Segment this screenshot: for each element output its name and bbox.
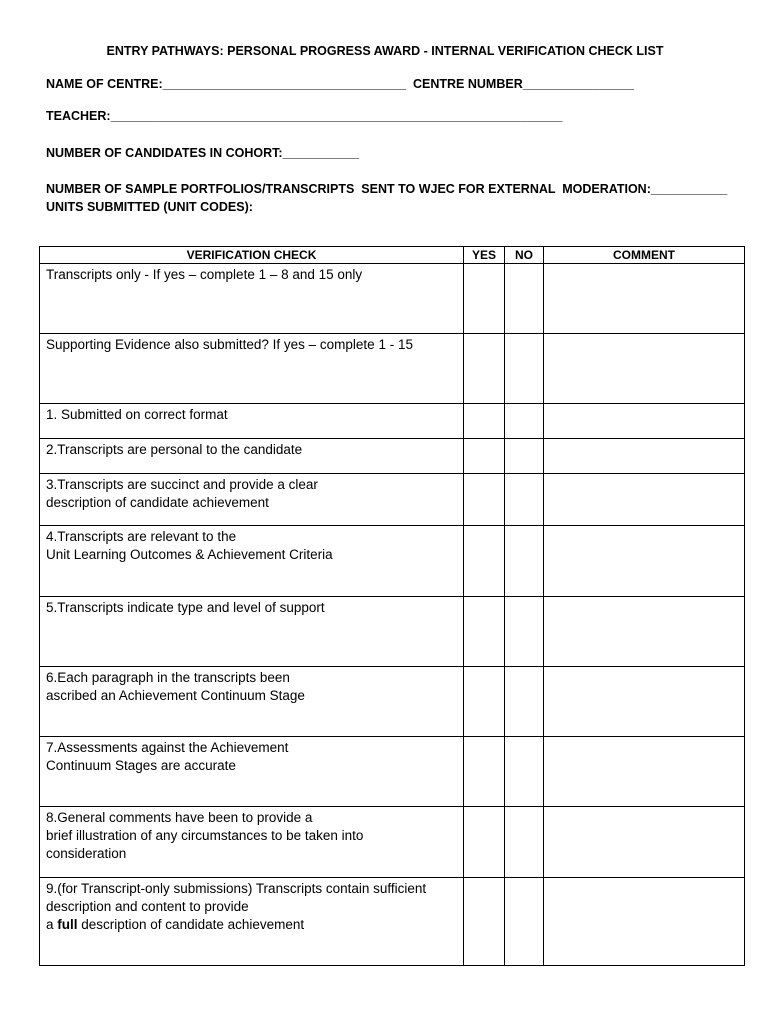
check-label: Transcripts only - If yes – complete 1 – 8 and 15 only [40, 264, 464, 334]
header-yes: YES [464, 247, 505, 264]
table-row [40, 404, 745, 439]
comment-cell[interactable] [544, 439, 745, 474]
yes-cell[interactable] [464, 597, 505, 667]
no-cell[interactable] [505, 526, 544, 597]
number-of-sample-portfolios-field[interactable]: NUMBER OF SAMPLE PORTFOLIOS/TRANSCRIPTS SENT TO WJEC FOR EXTERNAL MODERATION:___________ [46, 182, 728, 196]
header-verification-check: VERIFICATION CHECK [40, 247, 464, 264]
check-label: 2.Transcripts are personal to the candidate [40, 439, 464, 474]
yes-cell[interactable] [464, 334, 505, 404]
yes-cell[interactable] [464, 439, 505, 474]
table-row [40, 807, 745, 878]
comment-cell[interactable] [544, 334, 745, 404]
units-submitted-field[interactable]: UNITS SUBMITTED (UNIT CODES): [46, 200, 253, 214]
no-cell[interactable] [505, 474, 544, 526]
table-header-row [40, 247, 745, 264]
centre-number-field[interactable]: CENTRE NUMBER________________ [413, 77, 634, 91]
yes-cell[interactable] [464, 526, 505, 597]
comment-cell[interactable] [544, 404, 745, 439]
no-cell[interactable] [505, 439, 544, 474]
check-label: 5.Transcripts indicate type and level of support [40, 597, 464, 667]
check-label-bold: full [57, 917, 78, 932]
table-row [40, 878, 745, 966]
no-cell[interactable] [505, 264, 544, 334]
check-label: Supporting Evidence also submitted? If yes – complete 1 - 15 [40, 334, 464, 404]
comment-cell[interactable] [544, 667, 745, 737]
table-row [40, 667, 745, 737]
table-row [40, 526, 745, 597]
table-row [40, 474, 745, 526]
verification-check-table [39, 246, 745, 966]
number-of-candidates-field[interactable]: NUMBER OF CANDIDATES IN COHORT:___________ [46, 146, 360, 160]
check-label: 3.Transcripts are succinct and provide a clear description of candidate achievement [40, 474, 464, 526]
no-cell[interactable] [505, 807, 544, 878]
check-label [40, 878, 464, 966]
check-label-part: description of candidate achievement [77, 917, 305, 932]
check-label: 8.General comments have been to provide a brief illustration of any circumstances to be taken into consideration [40, 807, 464, 878]
comment-cell[interactable] [544, 474, 745, 526]
check-label: 6.Each paragraph in the transcripts been ascribed an Achievement Continuum Stage [40, 667, 464, 737]
comment-cell[interactable] [544, 526, 745, 597]
yes-cell[interactable] [464, 807, 505, 878]
no-cell[interactable] [505, 878, 544, 966]
yes-cell[interactable] [464, 404, 505, 439]
table-row [40, 597, 745, 667]
teacher-field[interactable]: TEACHER:_________________________________________________________________ [46, 109, 563, 123]
table-row [40, 737, 745, 807]
table-row [40, 264, 745, 334]
no-cell[interactable] [505, 404, 544, 439]
no-cell[interactable] [505, 334, 544, 404]
comment-cell[interactable] [544, 807, 745, 878]
check-label-part: 9.(for Transcript-only submissions) Transcripts contain sufficient description and content to provide a [46, 881, 427, 932]
no-cell[interactable] [505, 667, 544, 737]
yes-cell[interactable] [464, 878, 505, 966]
yes-cell[interactable] [464, 264, 505, 334]
no-cell[interactable] [505, 737, 544, 807]
header-no: NO [505, 247, 544, 264]
yes-cell[interactable] [464, 667, 505, 737]
yes-cell[interactable] [464, 737, 505, 807]
header-comment: COMMENT [544, 247, 745, 264]
comment-cell[interactable] [544, 737, 745, 807]
name-of-centre-field[interactable]: NAME OF CENTRE:___________________________________ [46, 77, 406, 91]
no-cell[interactable] [505, 597, 544, 667]
yes-cell[interactable] [464, 474, 505, 526]
comment-cell[interactable] [544, 878, 745, 966]
check-label: 7.Assessments against the Achievement Continuum Stages are accurate [40, 737, 464, 807]
check-label: 1. Submitted on correct format [40, 404, 464, 439]
comment-cell[interactable] [544, 264, 745, 334]
table-row [40, 439, 745, 474]
check-label: 4.Transcripts are relevant to the Unit Learning Outcomes & Achievement Criteria [40, 526, 464, 597]
document-title: ENTRY PATHWAYS: PERSONAL PROGRESS AWARD - INTERNAL VERIFICATION CHECK LIST [106, 44, 664, 58]
comment-cell[interactable] [544, 597, 745, 667]
table-row [40, 334, 745, 404]
